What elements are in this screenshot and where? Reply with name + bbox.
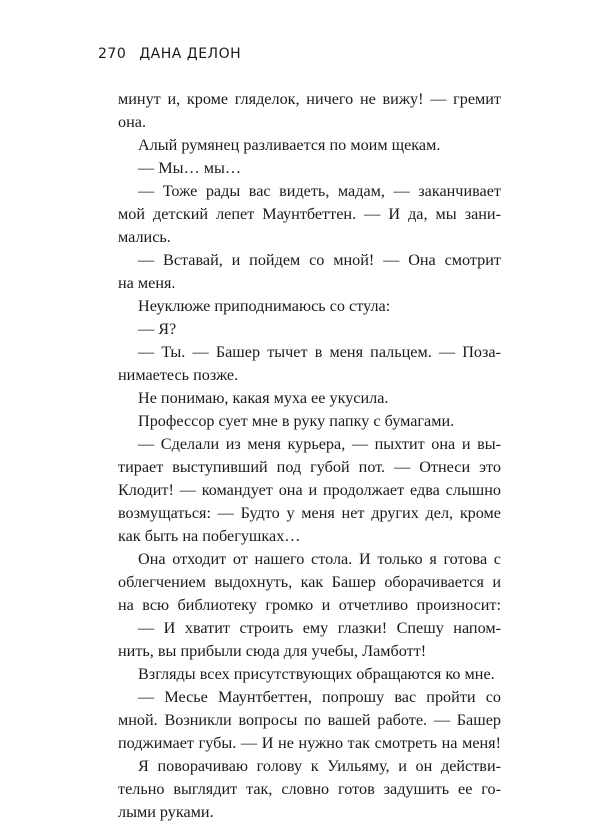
text-line: возмущаться: — Будто у меня нет других дел, кроме bbox=[118, 504, 501, 522]
text-line: она. bbox=[118, 113, 146, 131]
text-line: лыми руками. bbox=[118, 803, 214, 821]
text-line: — Сделали из меня курьера, — пыхтит она и вы- bbox=[138, 435, 501, 453]
text-line: как быть на побегушках… bbox=[118, 527, 301, 545]
text-line: тельно выглядит так, словно готов задушить ее го- bbox=[118, 780, 501, 798]
text-line: Не понимаю, какая муха ее укусила. bbox=[138, 389, 389, 407]
text-line: — Мы… мы… bbox=[138, 159, 242, 177]
text-line: на меня. bbox=[118, 274, 176, 292]
text-line: нить, вы прибыли сюда для учебы, Ламботт! bbox=[118, 642, 427, 660]
text-line: Взгляды всех присутствующих обращаются ко мне. bbox=[138, 665, 495, 683]
body-text bbox=[118, 88, 501, 824]
text-line: на всю библиотеку громко и отчетливо произносит: bbox=[118, 596, 501, 614]
text-line: — И хватит строить ему глазки! Спешу напом- bbox=[138, 619, 501, 637]
running-head bbox=[98, 46, 241, 62]
text-line: — Вставай, и пойдем со мной! — Она смотрит bbox=[138, 251, 501, 269]
text-line: Алый румянец разливается по моим щекам. bbox=[138, 136, 441, 154]
text-line: — Тоже рады вас видеть, мадам, — заканчивает bbox=[138, 182, 501, 200]
author-name: ДАНА ДЕЛОН bbox=[139, 46, 242, 62]
text-line: облегчением выдохнуть, как Башер оборачивается и bbox=[118, 573, 501, 591]
text-line: Я поворачиваю голову к Уильяму, и он действи- bbox=[138, 757, 501, 775]
text-line: мной. Возникли вопросы по вашей работе. — Башер bbox=[118, 711, 501, 729]
text-line: мались. bbox=[118, 228, 171, 246]
text-line: — Я? bbox=[138, 320, 177, 338]
text-line: — Месье Маунтбеттен, попрошу вас пройти со bbox=[138, 688, 501, 706]
text-line: нимаетесь позже. bbox=[118, 366, 239, 384]
text-line: мой детский лепет Маунтбеттен. — И да, мы зани- bbox=[118, 205, 501, 223]
text-line: Клодит! — командует она и продолжает едва слышно bbox=[118, 481, 501, 499]
page-number: 270 bbox=[98, 46, 127, 62]
text-line: Она отходит от нашего стола. И только я готова с bbox=[138, 550, 501, 568]
text-line: Профессор сует мне в руку папку с бумагами. bbox=[138, 412, 455, 430]
text-line: Неуклюже приподнимаюсь со стула: bbox=[138, 297, 391, 315]
text-line: минут и, кроме гляделок, ничего не вижу! — гремит bbox=[118, 90, 501, 108]
text-line: — Ты. — Башер тычет в меня пальцем. — Поза- bbox=[138, 343, 501, 361]
text-line: поджимает губы. — И не нужно так смотреть на меня! bbox=[118, 734, 501, 752]
text-line: тирает выступивший под губой пот. — Отнеси это bbox=[118, 458, 501, 476]
